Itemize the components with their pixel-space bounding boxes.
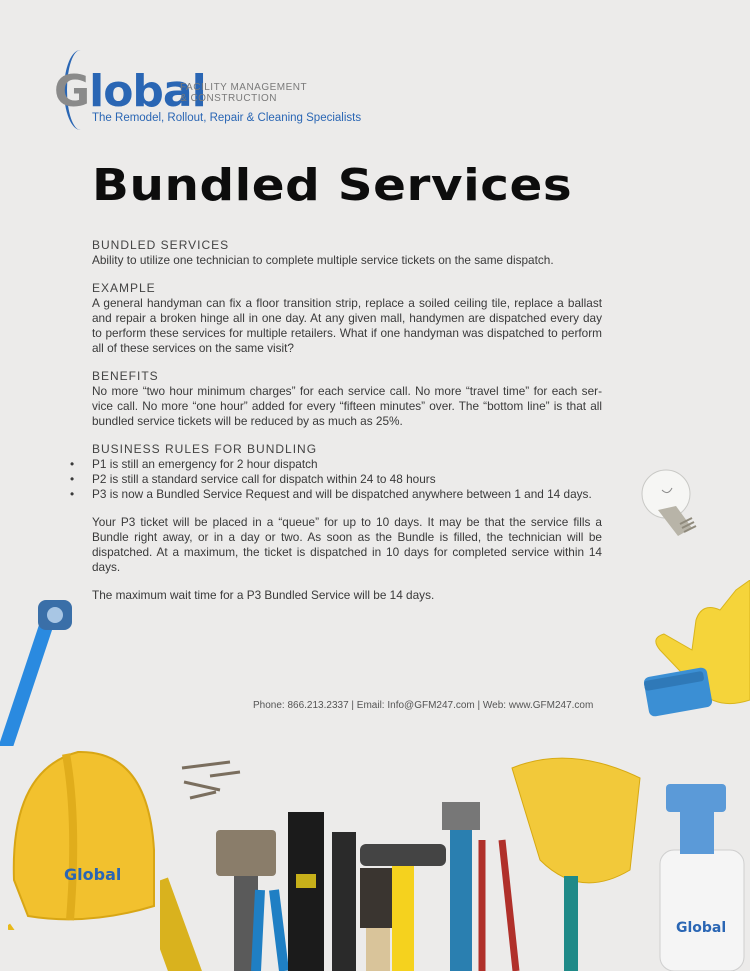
pliers-red-icon: [482, 840, 516, 971]
tools-row-illustration: [160, 750, 750, 971]
scraper-icon: [216, 830, 276, 876]
list-item: • P3 is now a Bundled Service Request and will be dispatched anywhere between 1 and 14 days.: [92, 487, 602, 502]
section-text-example: A general handyman can fix a floor transition strip, replace a soiled ceiling tile, replace a ballast and repair a broken hinge all in one day. At any given mall, handymen are dispatched every day to perform these services for multiple retailers. What if one handyman was dispatched to perform all of these services on the same visit?: [92, 296, 602, 355]
bottle-logo-text: Global: [676, 920, 727, 936]
list-item: • P1 is still an emergency for 2 hour dispatch: [92, 457, 602, 472]
mop-icon: [512, 758, 640, 971]
logo-letters: lobal: [89, 66, 206, 117]
main-content: [92, 238, 602, 603]
pipe-wrench-icon: [450, 810, 472, 971]
helmet-logo-text: Global: [64, 865, 122, 884]
light-bulb-icon: [632, 466, 712, 546]
spray-bottle-icon: [660, 784, 744, 971]
hard-hat-icon: [8, 730, 158, 930]
logo-subtitle-2: & CONSTRUCTION: [180, 93, 277, 104]
rules-list: [92, 457, 602, 502]
logo-tagline: The Remodel, Rollout, Repair & Cleaning Specialists: [92, 112, 362, 124]
hammer-icon: [360, 844, 446, 866]
section-text-benefits: No more “two hour minimum charges” for each service call. No more “travel time” for each ser-vice call. No more “one hour” added for every “fifteen minutes” over. The “bottom line” is that all bundled service tickets will be reduced by as much as 25%.: [92, 384, 602, 428]
list-item: • P2 is still a standard service call for dispatch within 24 to 48 hours: [92, 472, 602, 487]
contact-info: Phone: 866.213.2337 | Email: Info@GFM247.com | Web: www.GFM247.com: [253, 700, 594, 711]
rules-paragraph-max-wait: The maximum wait time for a P3 Bundled Service will be 14 days.: [92, 588, 435, 602]
page-title: Bundled Services: [92, 160, 573, 211]
logo-subtitle-1: FACILITY MANAGEMENT: [180, 82, 308, 93]
company-logo: [52, 48, 362, 133]
section-heading-rules: BUSINESS RULES FOR BUNDLING: [92, 442, 318, 456]
paint-brush-icon: [360, 868, 396, 928]
section-heading-example: EXAMPLE: [92, 281, 156, 295]
logo-letter-g: G: [54, 66, 90, 117]
water-hose-icon: [0, 596, 80, 746]
section-heading-benefits: BENEFITS: [92, 369, 159, 383]
rules-paragraph-queue: Your P3 ticket will be placed in a “queue” for up to 10 days. It may be that the service fills a Bundle right away, or in a day or two. As soon as the Bundle is filled, the technician will be dispatched. At a maximum, the ticket is dispatched in 10 days for completed service within 14 days.: [92, 515, 602, 574]
pliers-icon: [256, 890, 284, 971]
level-tool-icon: [160, 878, 206, 971]
section-text-bundled: Ability to utilize one technician to complete multiple service tickets on the same dispatch.: [92, 253, 554, 267]
section-heading-bundled: BUNDLED SERVICES: [92, 238, 230, 252]
cleaning-glove-icon: [640, 580, 750, 725]
nails-icon: [182, 762, 240, 798]
utility-knife-icon: [288, 812, 324, 971]
